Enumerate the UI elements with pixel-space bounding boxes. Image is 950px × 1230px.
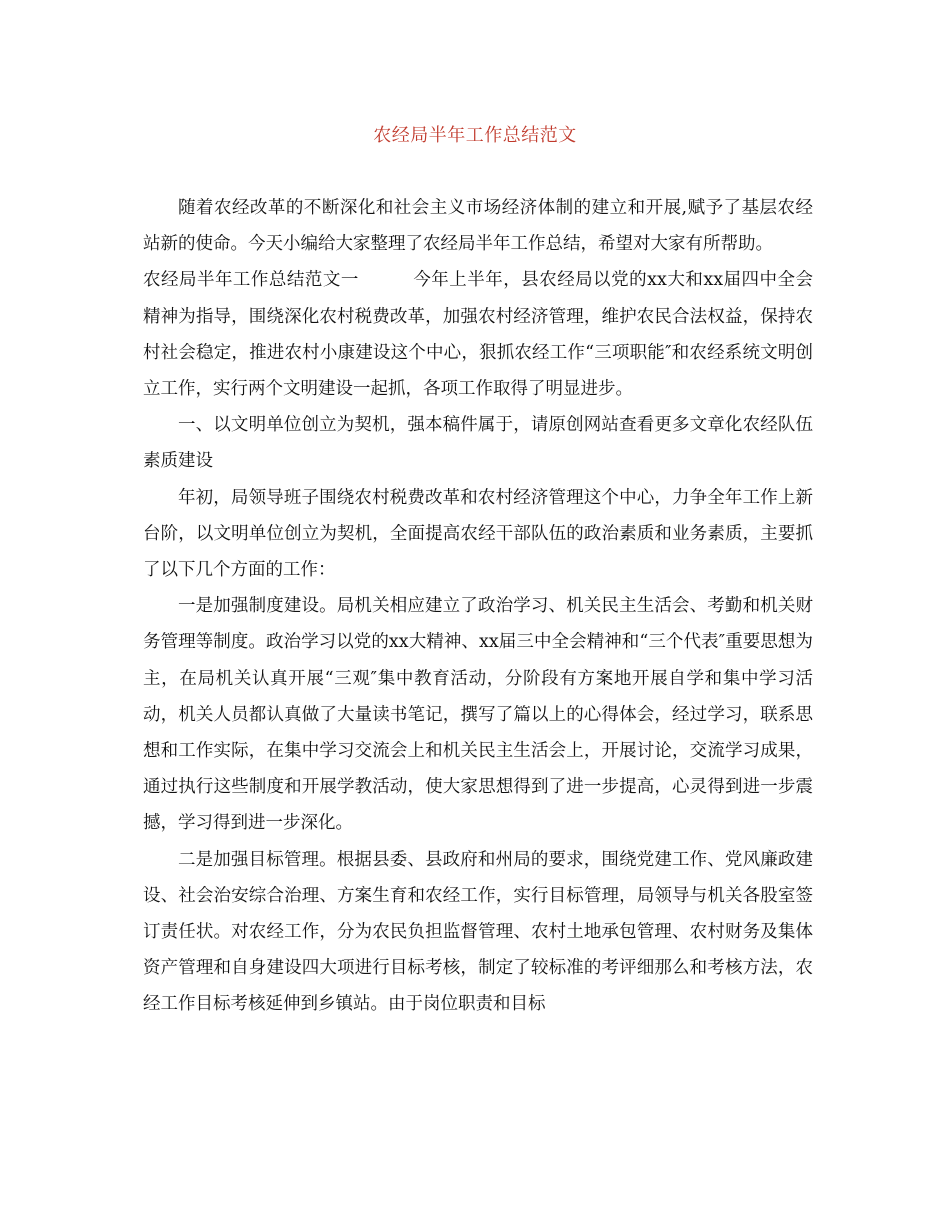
body-paragraph-2: 年初，局领导班子围绕农村税费改革和农村经济管理这个中心，力争全年工作上新台阶，以文明单位创立为契机，全面提高农经干部队伍的政治素质和业务素质，主要抓了以下几个方面的工作：	[143, 487, 813, 581]
body-paragraph-1: 一、以文明单位创立为契机，强本稿件属于，请原创网站查看更多文章化农经队伍素质建设	[143, 415, 813, 472]
section-lead: 今年上半年，县农经局以党的xx大和xx届四中全会精神为指导，围绕深化农村税费改革，加强农村经济管理，维护农民合法权益，保持农村社会稳定，推进农村小康建设这个中心，狠抓农经工作“三项职能″和农经系统文明创立工作，实行两个文明建设一起抓，各项工作取得了明显进步。	[143, 270, 813, 400]
section-heading: 农经局半年工作总结范文一	[143, 270, 359, 291]
body-paragraph-4: 二是加强目标管理。根据县委、县政府和州局的要求，围绕党建工作、党风廉政建设、社会治安综合治理、方案生育和农经工作，实行目标管理，局领导与机关各股室签订责任状。对农经工作，分为农民负担监督管理、农村土地承包管理、农村财务及集体资产管理和自身建设四大项进行目标考核，制定了较标准的考评细那么和考核方法，农经工作目标考核延伸到乡镇站。由于岗位职责和目标	[143, 849, 813, 1015]
section-paragraph	[143, 262, 813, 407]
intro-paragraph: 随着农经改革的不断深化和社会主义市场经济体制的建立和开展,赋予了基层农经站新的使命。今天小编给大家整理了农经局半年工作总结，希望对大家有所帮助。	[143, 198, 813, 255]
document-body	[143, 190, 813, 1023]
document-title: 农经局半年工作总结范文	[373, 125, 577, 146]
body-paragraph-3: 一是加强制度建设。局机关相应建立了政治学习、机关民主生活会、考勤和机关财务管理等制度。政治学习以党的xx大精神、xx届三中全会精神和“三个代表″重要思想为主，在局机关认真开展“三观″集中教育活动，分阶段有方案地开展自学和集中学习活动，机关人员都认真做了大量读书笔记，撰写了篇以上的心得体会，经过学习，联系思想和工作实际，在集中学习交流会上和机关民主生活会上，开展讨论，交流学习成果，通过执行这些制度和开展学教活动，使大家思想得到了进一步提高，心灵得到进一步震撼，学习得到进一步深化。	[143, 596, 813, 834]
